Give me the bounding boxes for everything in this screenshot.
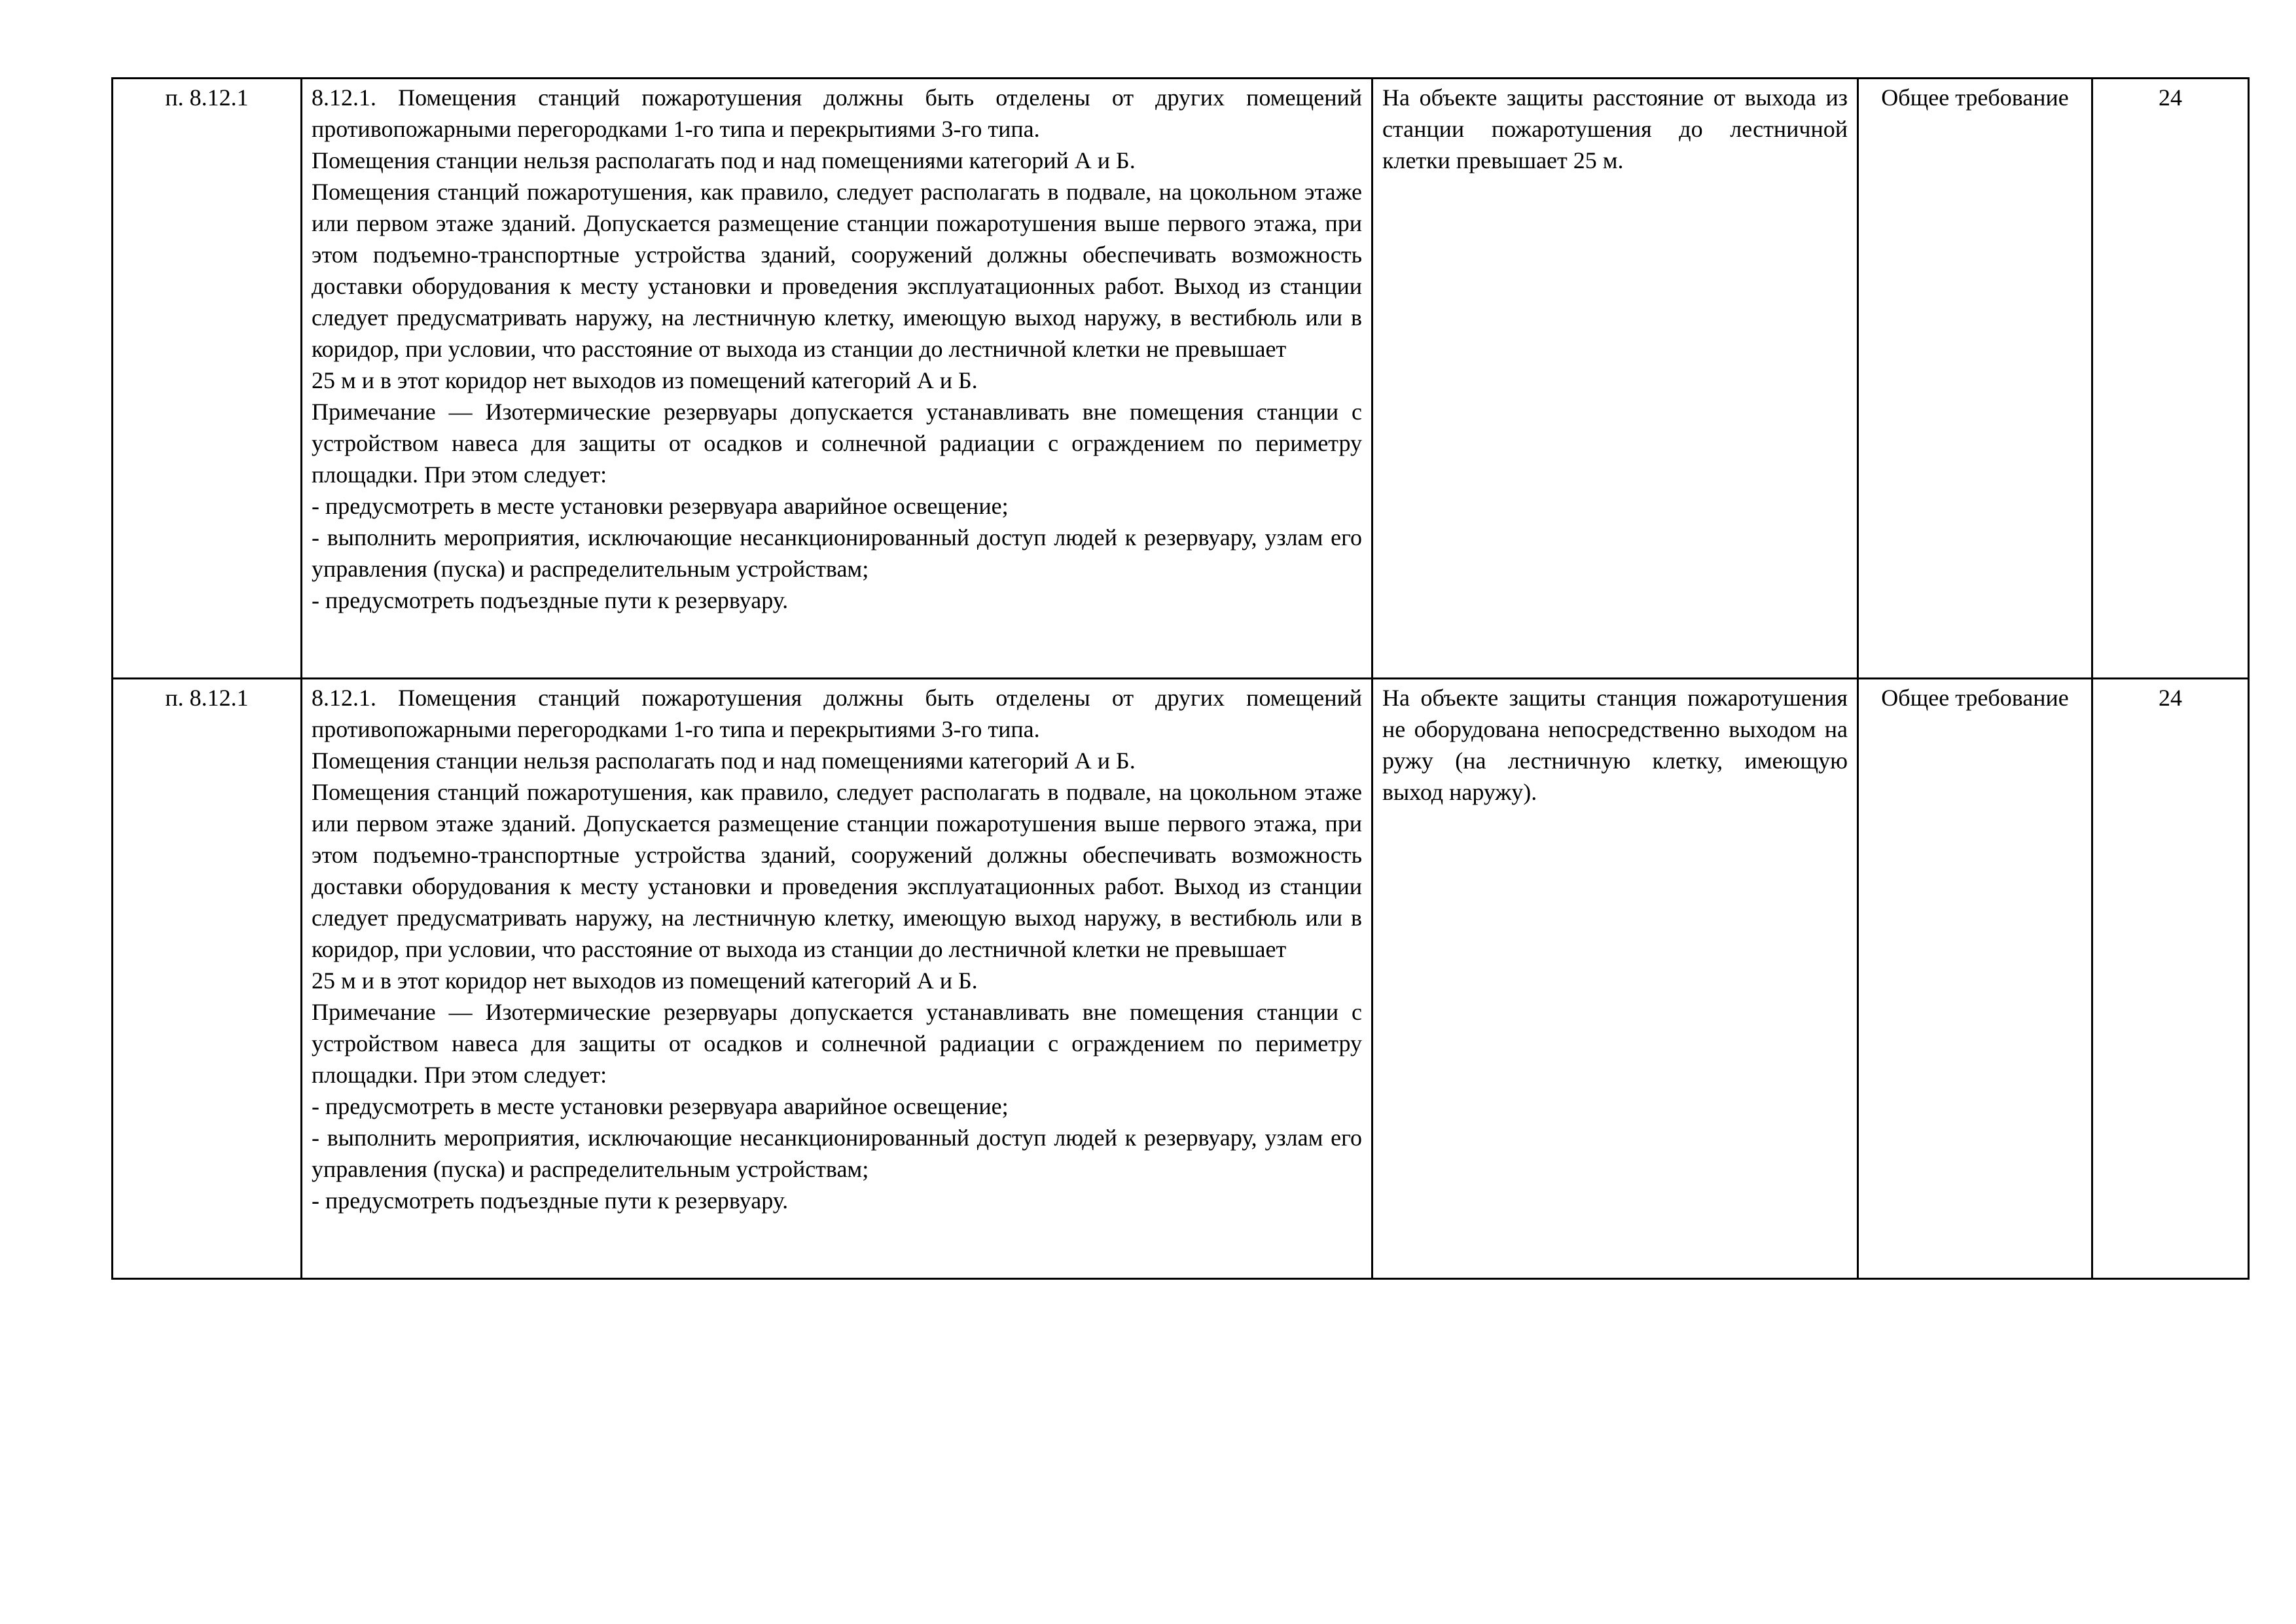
requirement-bullet: - выполнить мероприятия, исключающие несанкционированный доступ людей к резервуару, узлам его управления (пуска) и распределительным устройствам; [312, 1125, 1362, 1182]
requirement-type-cell [1858, 79, 2092, 679]
requirement-type-cell [1858, 679, 2092, 1279]
requirements-table [111, 77, 2250, 1280]
requirement-bullet: - предусмотреть подъездные пути к резервуару. [312, 587, 789, 613]
clause-reference-cell [113, 79, 302, 679]
requirement-type: Общее требование [1881, 685, 2069, 711]
requirement-note: Примечание — Изотермические резервуары допускается устанавливать вне помещения станции с устройством навеса для защиты от осадков и солнечной радиации с ограждением по периметру площадки. При этом следует: [312, 999, 1362, 1088]
clause-reference: п. 8.12.1 [165, 685, 249, 711]
item-number: 24 [2159, 685, 2182, 711]
requirement-paragraph: Помещения станции нельзя располагать под и над помещениями категорий А и Б. [312, 748, 1136, 774]
requirement-type: Общее требование [1881, 84, 2069, 111]
violation-finding-cell [1372, 79, 1858, 679]
requirement-bullet: - предусмотреть подъездные пути к резервуару. [312, 1187, 789, 1214]
requirement-note: Примечание — Изотермические резервуары допускается устанавливать вне помещения станции с устройством навеса для защиты от осадков и солнечной радиации с ограждением по периметру площадки. При этом следует: [312, 399, 1362, 488]
violation-finding-cell [1372, 679, 1858, 1279]
requirement-text-cell [302, 79, 1372, 679]
requirement-bullet: - предусмотреть в месте установки резервуара аварийное освещение; [312, 1093, 1009, 1119]
requirement-paragraph: 25 м и в этот коридор нет выходов из помещений категорий А и Б. [312, 367, 978, 393]
requirement-text-cell [302, 679, 1372, 1279]
requirement-paragraph: 25 м и в этот коридор нет выходов из помещений категорий А и Б. [312, 967, 978, 994]
requirement-paragraph: 8.12.1. Помещения станций пожаротушения должны быть отделены от других помещений противопожарными перегородками 1-го типа и перекрытиями 3-го типа. [312, 685, 1362, 742]
requirement-paragraph: Помещения станции нельзя располагать под и над помещениями категорий А и Б. [312, 147, 1136, 173]
item-number: 24 [2159, 84, 2182, 111]
requirement-paragraph: Помещения станций пожаротушения, как правило, следует располагать в подвале, на цокольном этаже или первом этаже зданий. Допускается размещение станции пожаротушения выше первого этажа, при этом подъемно-транспортные устройства зданий, сооружений должны обеспечивать возможность доставки оборудования к месту установки и проведения эксплуатационных работ. Выход из станции следует предусматривать наружу, на лестничную клетку, имеющую выход наружу, в вестибюль или в коридор, при условии, что расстояние от выхода из станции до лестничной клетки не превышает [312, 779, 1362, 962]
table-row [113, 79, 2249, 679]
item-number-cell [2092, 679, 2249, 1279]
table-row [113, 679, 2249, 1279]
requirement-paragraph: 8.12.1. Помещения станций пожаротушения должны быть отделены от других помещений противопожарными перегородками 1-го типа и перекрытиями 3-го типа. [312, 84, 1362, 142]
item-number-cell [2092, 79, 2249, 679]
requirement-bullet: - выполнить мероприятия, исключающие несанкционированный доступ людей к резервуару, узлам его управления (пуска) и распределительным устройствам; [312, 524, 1362, 582]
violation-finding: На объекте защиты расстояние от выхода из станции пожаротушения до лестничной клетки превышает 25 м. [1382, 84, 1848, 173]
clause-reference: п. 8.12.1 [165, 84, 249, 111]
violation-finding: На объекте защиты станция пожаротушения не оборудована непосредственно выходом на ружу (на лестничную клетку, имеющую выход наружу). [1382, 685, 1848, 805]
clause-reference-cell [113, 679, 302, 1279]
requirement-bullet: - предусмотреть в месте установки резервуара аварийное освещение; [312, 493, 1009, 519]
requirement-paragraph: Помещения станций пожаротушения, как правило, следует располагать в подвале, на цокольном этаже или первом этаже зданий. Допускается размещение станции пожаротушения выше первого этажа, при этом подъемно-транспортные устройства зданий, сооружений должны обеспечивать возможность доставки оборудования к месту установки и проведения эксплуатационных работ. Выход из станции следует предусматривать наружу, на лестничную клетку, имеющую выход наружу, в вестибюль или в коридор, при условии, что расстояние от выхода из станции до лестничной клетки не превышает [312, 179, 1362, 362]
